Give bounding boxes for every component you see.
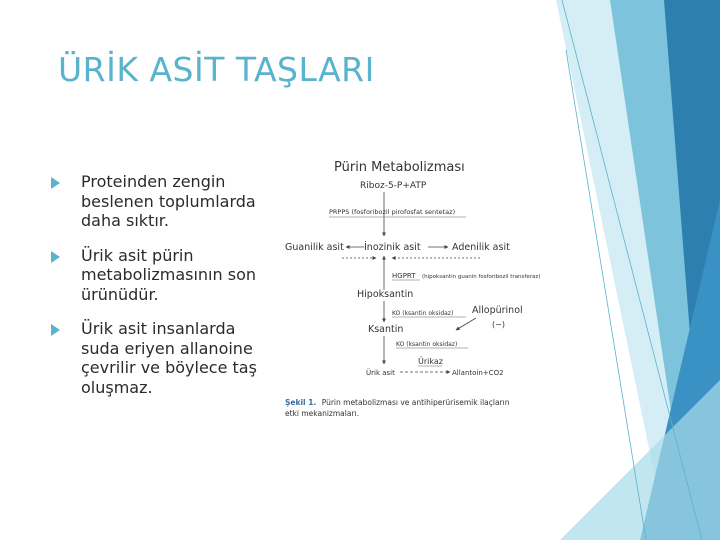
bullet-item [50,172,272,231]
hgprt-label: HGPRT [392,272,416,280]
allantoin-label: Allantoin+CO2 [452,369,504,377]
figure-title: Pürin Metabolizması [334,160,465,175]
hgprt-desc: (hipoksantin guanin fosforibozil transferaz) [422,274,541,280]
ko2-label: KO (ksantin oksidaz) [396,341,458,348]
guanilik-label: Guanilik asit [285,242,344,253]
caption-text: Pürin metabolizması ve antihiperürisemik ilaçların [321,398,510,407]
inozinik-label: İnozinik asit [364,242,421,253]
adenilik-label: Adenilik asit [452,242,510,253]
figure-caption-line-1 [285,398,510,407]
allopurinol-label: Allopürinol [472,305,523,316]
hipoksantin-label: Hipoksantin [357,289,414,300]
urik-asit-label: Ürik asit [366,369,395,377]
bullet-text: Proteinden zengin beslenen toplumlarda daha sıktır. [81,172,256,230]
ko1-label: KO (ksantin oksidaz) [392,310,454,317]
caption-label: Şekil 1. [285,398,317,407]
riboz-label: Riboz-5-P+ATP [360,181,427,191]
bullet-item [50,319,272,397]
prpps-label: PRPPS (fosforibozil pirofosfat sentetaz) [329,208,456,216]
bullet-list [50,172,272,412]
slide-title: ÜRİK ASİT TAŞLARI [58,50,375,89]
arrow-allopurinol-inhibit [456,318,476,330]
bullet-arrow-icon [51,324,60,336]
bullet-text: Ürik asit insanlarda suda eriyen allanoine çevrilir ve böylece taş oluşmaz. [81,319,257,397]
ksantin-label: Ksantin [368,324,404,335]
purine-metabolism-figure [280,150,570,430]
bullet-arrow-icon [51,177,60,189]
bullet-text: Ürik asit pürin metabolizmasının son ürünüdür. [81,245,256,304]
urikaz-label: Ürikaz [418,357,443,366]
bullet-item [50,246,272,305]
bullet-arrow-icon [51,251,60,263]
inhibition-sign: (−) [492,320,505,329]
figure-caption-line-2: etki mekanizmaları. [285,409,360,418]
metabolism-diagram [280,150,570,430]
